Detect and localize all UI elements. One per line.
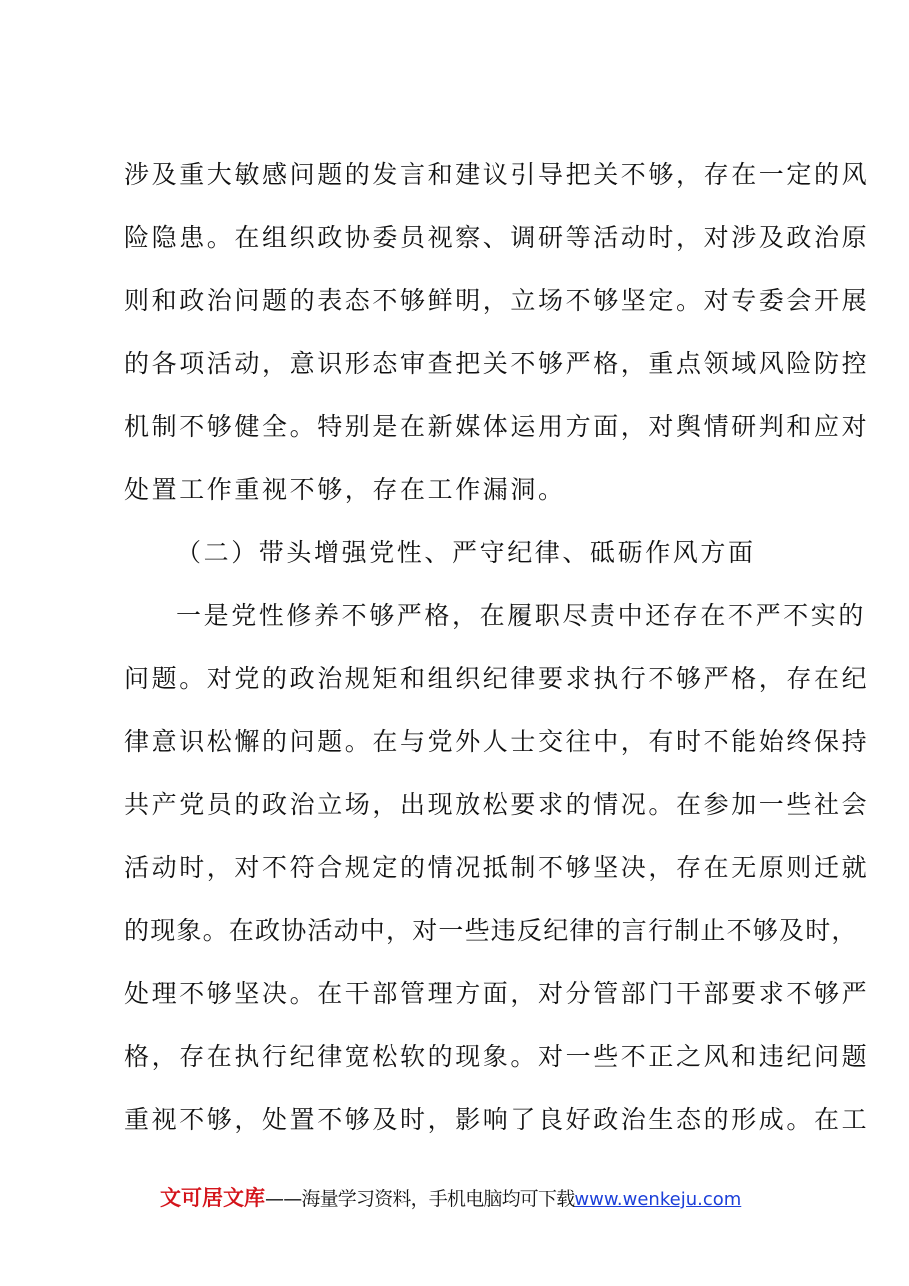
body-text-line: 律意识松懈的问题。在与党外人士交往中，有时不能始终保持	[124, 727, 870, 756]
body-text-line: 则和政治问题的表态不够鲜明，立场不够坚定。对专委会开展	[124, 286, 870, 315]
body-text-line: 活动时，对不符合规定的情况抵制不够坚决，存在无原则迁就	[124, 853, 870, 882]
body-text-line: 共产党员的政治立场，出现放松要求的情况。在参加一些社会	[124, 790, 870, 819]
body-text-line: 机制不够健全。特别是在新媒体运用方面，对舆情研判和应对	[124, 412, 870, 441]
body-text-line: 重视不够，处置不够及时，影响了良好政治生态的形成。在工	[124, 1105, 870, 1134]
page-footer	[160, 1182, 780, 1214]
body-text-line: 险隐患。在组织政协委员视察、调研等活动时，对涉及政治原	[124, 223, 870, 252]
body-text-line: 处理不够坚决。在干部管理方面，对分管部门干部要求不够严	[124, 979, 870, 1008]
body-text-line: 处置工作重视不够，存在工作漏洞。	[124, 475, 566, 504]
body-text-line: 的现象。在政协活动中，对一些违反纪律的言行制止不够及时，	[124, 916, 858, 945]
body-text-line: 的各项活动，意识形态审查把关不够严格，重点领域风险防控	[124, 349, 870, 378]
paragraph-first-line: 一是党性修养不够严格，在履职尽责中还存在不严不实的	[176, 601, 867, 630]
footer-site-link[interactable]: www.wenkeju.com	[574, 1189, 742, 1210]
body-text-line: 问题。对党的政治规矩和组织纪律要求执行不够严格，存在纪	[124, 664, 870, 693]
section-heading: （二）带头增强党性、严守纪律、砥砺作风方面	[176, 538, 756, 567]
footer-brand: 文可居文库	[160, 1186, 265, 1210]
body-text-line: 涉及重大敏感问题的发言和建议引导把关不够，存在一定的风	[124, 160, 870, 189]
body-text-line: 格，存在执行纪律宽松软的现象。对一些不正之风和违纪问题	[124, 1042, 870, 1071]
footer-tagline: ——海量学习资料，手机电脑均可下载	[265, 1188, 575, 1210]
